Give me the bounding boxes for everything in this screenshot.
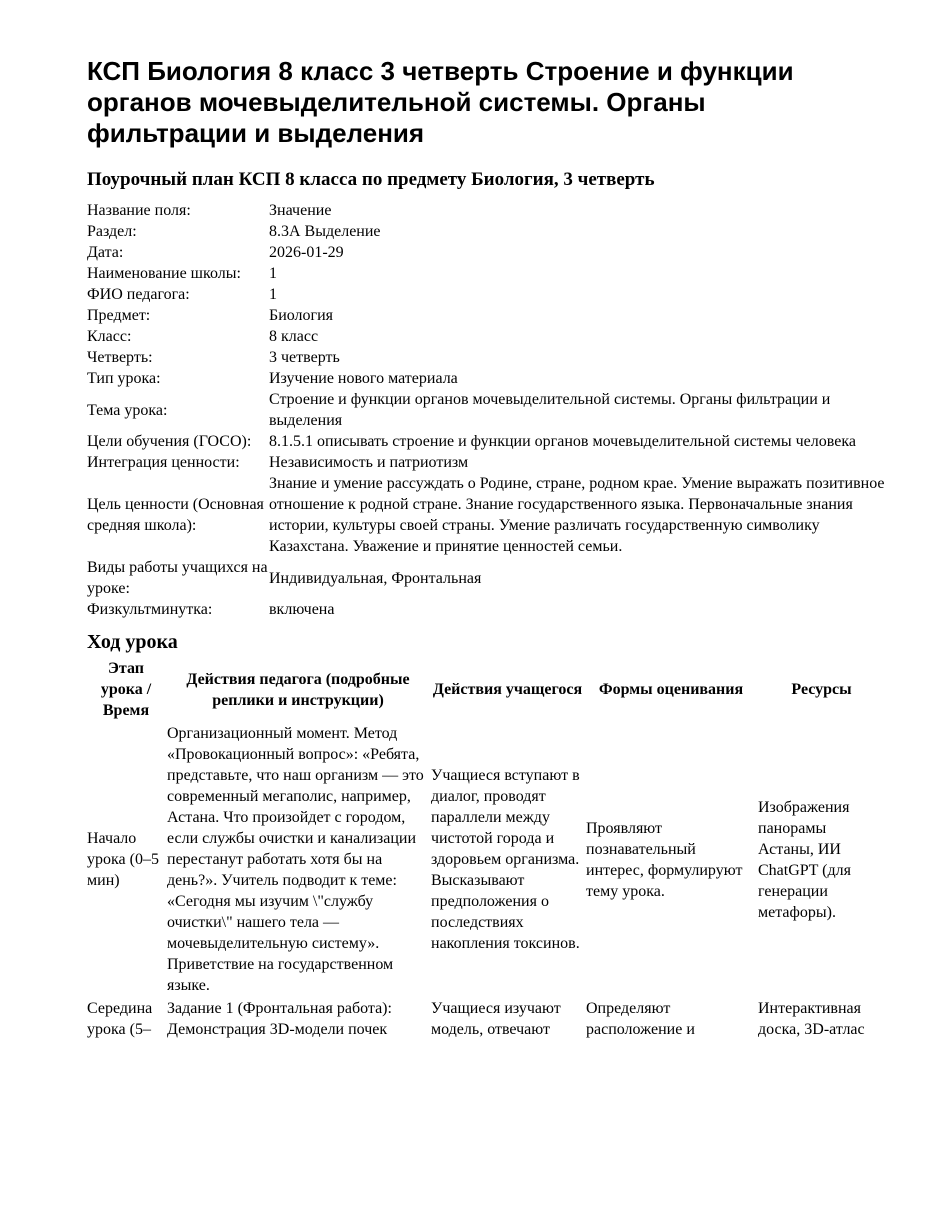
info-row (87, 557, 887, 599)
info-field-label: Раздел: (87, 223, 137, 240)
info-row (87, 305, 887, 326)
info-row (87, 221, 887, 242)
info-field-value: 1 (269, 286, 277, 303)
teacher-actions-cell: Организационный момент. Метод «Провокационный вопрос»: «Ребята, представьте, что наш организм — это современный мегаполис, например, Астана. Что произойдет с городом, если службы очистки и канализации перестанут работать хотя бы на день?». Учитель подводит к теме: «Сегодня мы изучим \"службу очистки\" нашего тела — мочевыделительную систему». Приветствие на государственном языке. (167, 725, 424, 994)
lesson-column-header: Этап урока / Время (100, 660, 152, 719)
document-page (87, 56, 887, 1040)
resources-cell: Изображения панорамы Астаны, ИИ ChatGPT (для генерации метафоры). (758, 798, 851, 921)
info-row (87, 473, 887, 557)
info-field-value: включена (269, 601, 335, 618)
teacher-actions-cell: Задание 1 (Фронтальная работа): Демонстрация 3D-модели почек (167, 1000, 392, 1038)
info-field-value: 2026-01-29 (269, 244, 344, 261)
info-field-label: Физкультминутка: (87, 601, 213, 618)
student-actions-cell: Учащиеся вступают в диалог, проводят параллели между чистотой города и здоровьем организма. Высказывают предположения о последствиях накопления токсинов. (431, 767, 580, 952)
lesson-info-table (87, 200, 887, 620)
info-field-value: Биология (269, 307, 334, 324)
info-field-value: 8.1.5.1 описывать строение и функции органов мочевыделительной системы человека (269, 433, 856, 450)
info-field-label: Четверть: (87, 349, 153, 366)
lesson-row (87, 721, 887, 996)
info-field-label: Предмет: (87, 307, 151, 324)
info-field-label: Виды работы учащихся на уроке: (87, 559, 268, 597)
info-field-label: Тип урока: (87, 370, 161, 387)
info-field-value: 3 четверть (269, 349, 340, 366)
assessment-cell: Определяют расположение и (586, 1000, 695, 1038)
lesson-column-header: Действия учащегося (432, 681, 583, 698)
lesson-column-header: Формы оценивания (598, 681, 744, 698)
lesson-table-header-row (87, 658, 887, 721)
info-field-label: Наименование школы: (87, 265, 241, 282)
info-field-label: Класс: (87, 328, 132, 345)
document-title: КСП Биология 8 класс 3 четверть Строение и функции органов мочевыделительной системы. Органы фильтрации и выделения (87, 56, 794, 148)
info-field-label: Тема урока: (87, 401, 168, 419)
info-field-label: Цель ценности (Основная средняя школа): (87, 496, 264, 534)
info-field-value: 8 класс (269, 328, 319, 345)
info-field-label: Цели обучения (ГОСО): (87, 433, 252, 450)
plan-subtitle: Поурочный план КСП 8 класса по предмету Биология, 3 четверть (87, 169, 655, 190)
info-field-value: Индивидуальная, Фронтальная (269, 569, 482, 587)
info-field-value: Изучение нового материала (269, 370, 458, 387)
info-row (87, 284, 887, 305)
info-field-value: Независимость и патриотизм (269, 454, 469, 471)
info-field-label: Интеграция ценности: (87, 454, 240, 471)
info-row (87, 242, 887, 263)
student-actions-cell: Учащиеся изучают модель, отвечают (431, 1000, 561, 1038)
info-row (87, 347, 887, 368)
stage-cell: Начало урока (0–5 мин) (87, 830, 159, 889)
lesson-row (87, 996, 887, 1040)
assessment-cell: Проявляют познавательный интерес, формулируют тему урока. (586, 819, 743, 900)
info-field-value: Значение (269, 202, 332, 219)
resources-cell: Интерактивная доска, 3D-атлас (758, 1000, 865, 1038)
info-field-value: 1 (269, 265, 277, 282)
info-field-label: Дата: (87, 244, 124, 261)
info-field-label: ФИО педагога: (87, 286, 190, 303)
info-row (87, 263, 887, 284)
info-row (87, 200, 887, 221)
info-field-value: Знание и умение рассуждать о Родине, стране, родном крае. Умение выражать позитивное отношение к родной стране. Знание государственного языка. Первоначальные знания истории, культуры своей страны. Умение различать государственную символику Казахстана. Уважение и принятие ценностей семьи. (269, 475, 885, 555)
info-row (87, 431, 887, 452)
info-row (87, 368, 887, 389)
info-field-value: 8.3А Выделение (269, 223, 381, 240)
lesson-column-header: Действия педагога (подробные реплики и инструкции) (186, 670, 410, 709)
info-row (87, 599, 887, 620)
lesson-column-header: Ресурсы (791, 681, 852, 698)
info-row (87, 326, 887, 347)
info-field-value: Строение и функции органов мочевыделительной системы. Органы фильтрации и выделения (269, 391, 831, 429)
stage-cell: Середина урока (5– (87, 1000, 153, 1038)
info-row (87, 389, 887, 431)
info-row (87, 452, 887, 473)
lesson-progress-heading: Ход урока (87, 631, 178, 653)
info-field-label: Название поля: (87, 202, 191, 219)
lesson-progress-table (87, 658, 887, 1040)
